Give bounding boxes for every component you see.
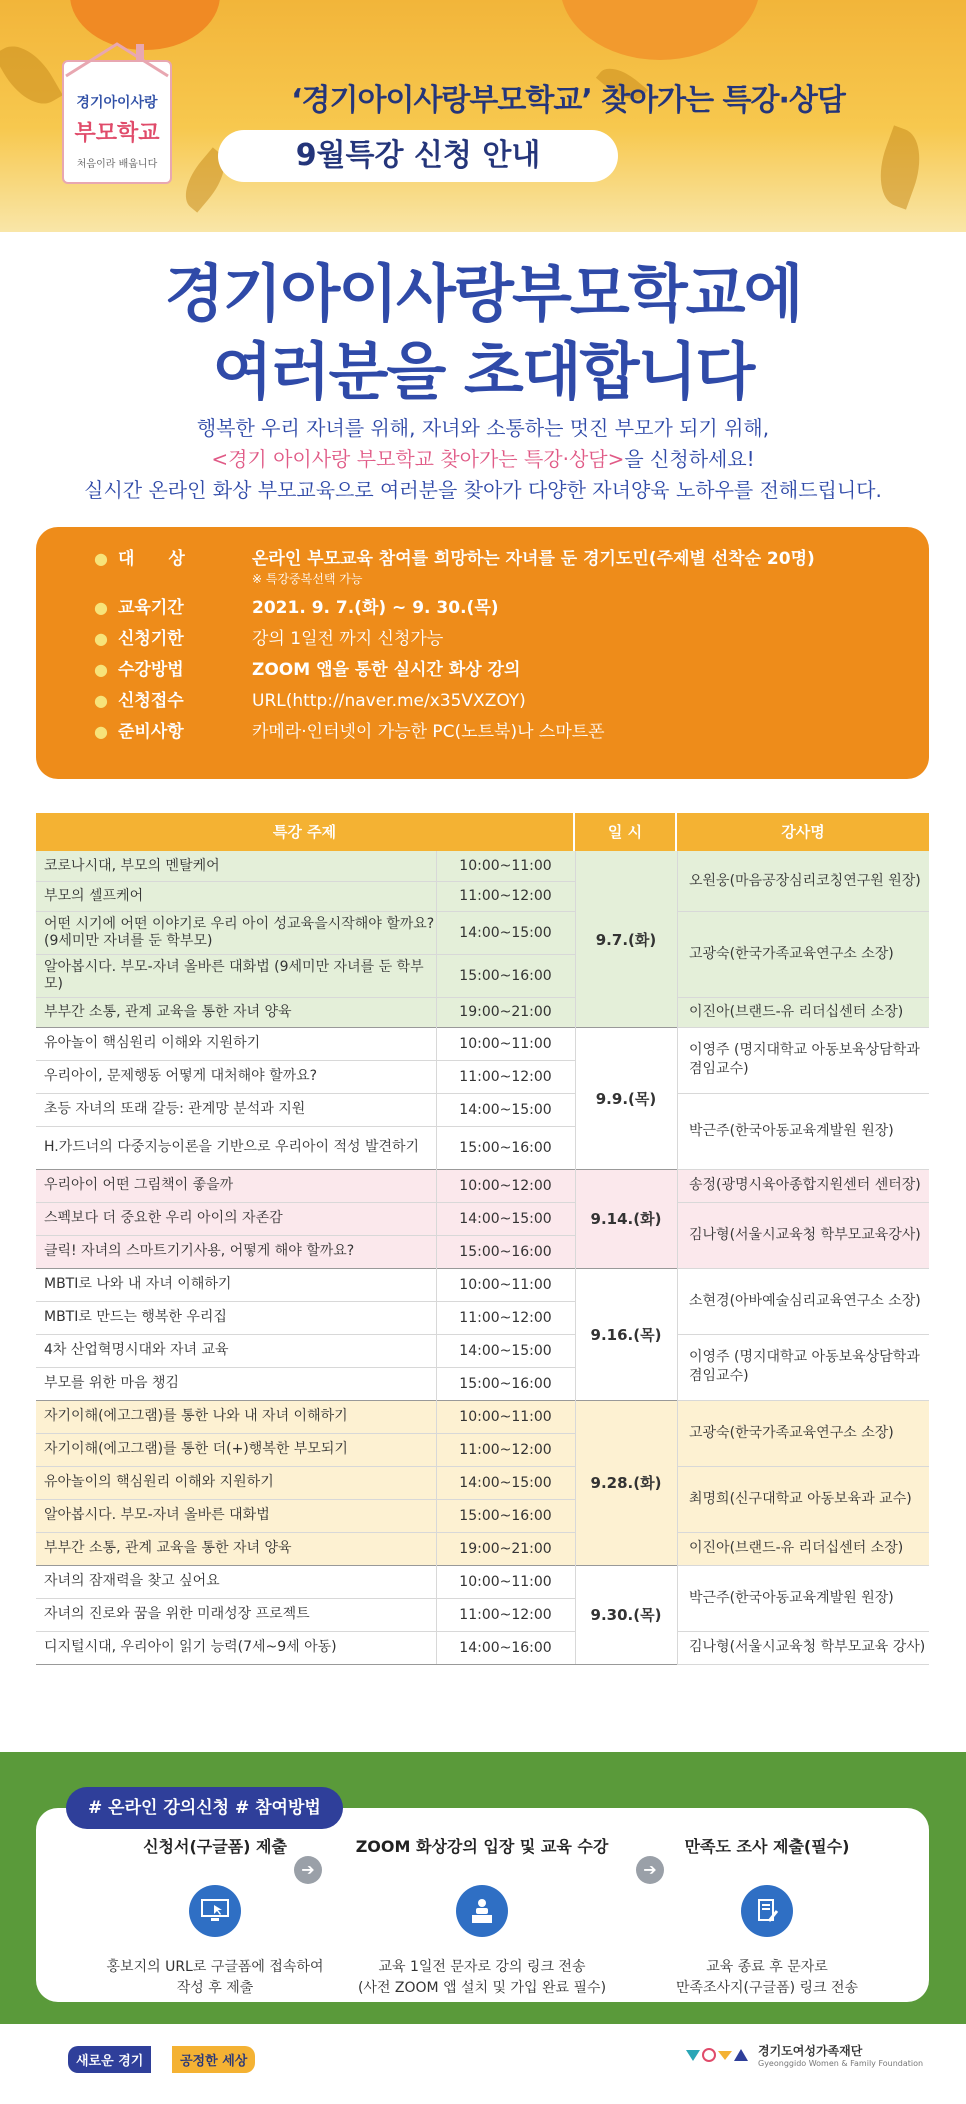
step-survey [636,1834,898,1999]
topic-cell: 부부간 소통, 관계 교육을 통한 자녀 양육 [44,1540,292,1556]
foundation-name: 경기도여성가족재단 [758,2044,863,2058]
info-row [94,596,929,627]
invitation-headline [0,255,966,411]
topic-cell: 클릭! 자녀의 스마트기기사용, 어떻게 해야 할까요? [44,1243,355,1259]
bullet-icon: ● [94,549,108,568]
lecturer-cell: 송정(광명시육아종합지원센터 센터장) [689,1177,921,1193]
lecturer-podium-icon [456,1885,508,1937]
bullet-icon: ● [94,691,108,710]
step-desc: (사전 ZOOM 앱 설치 및 가입 완료 필수) [357,1980,607,1996]
leaf-decor-icon [868,125,931,209]
participation-tag: # 온라인 강의신청 # 참여방법 [66,1787,343,1829]
lecturer-cell: 이진아(브랜드-유 리더십센터 소장) [689,1540,904,1556]
slogan-badge: 새로운 경기 [68,2046,151,2073]
monitor-cursor-icon [189,1885,241,1937]
step-desc: 교육 종료 후 문자로 [706,1959,828,1975]
time-cell: 10:00~12:00 [459,1177,552,1194]
slogan-badge: 공정한 세상 [172,2046,255,2073]
info-value: ZOOM 앱을 통한 실시간 화상 강의 [252,660,521,680]
time-cell: 10:00~11:00 [459,858,552,874]
info-label: 대 상 [118,549,185,569]
intro-text [0,413,966,506]
step-title: ZOOM 화상강의 입장 및 교육 수강 [355,1837,609,1856]
date-cell: 9.28.(화) [590,1474,662,1492]
intro-line-rest: 을 신청하세요! [624,447,755,471]
topic-cell: 자녀의 잠재력을 찾고 싶어요 [44,1573,220,1589]
info-label: 수강방법 [118,660,184,680]
headline-line: 경기아이사랑부모학교에 [164,257,802,330]
date-cell: 9.14.(화) [590,1210,662,1228]
intro-line: 행복한 우리 자녀를 위해, 자녀와 소통하는 멋진 부모가 되기 위해, [196,416,770,440]
intro-line: 실시간 온라인 화상 부모교육으로 여러분을 찾아가 다양한 자녀양육 노하우를 전해드립니다. [84,478,882,502]
time-cell: 15:00~16:00 [459,1375,552,1392]
time-cell: 10:00~11:00 [459,1573,552,1590]
info-label: 준비사항 [118,722,184,742]
info-label: 신청접수 [118,691,184,711]
topic-cell: MBTI로 나와 내 자녀 이해하기 [44,1276,232,1292]
logo-text: 부모학교 [74,121,160,146]
bullet-icon: ● [94,660,108,679]
info-value: 강의 1일전 까지 신청가능 [252,629,444,649]
logo-text: 경기아이사랑 [76,95,158,111]
document-pen-icon [741,1885,793,1937]
time-cell: 14:00~15:00 [459,1101,552,1118]
time-cell: 10:00~11:00 [459,1035,552,1052]
step-title: 신청서(구글폼) 제출 [143,1837,287,1856]
topic-cell: H.가드너의 다중지능이론을 기반으로 우리아이 적성 발견하기 [44,1139,420,1155]
registration-url[interactable]: URL(http://naver.me/x35VXZOY) [252,691,526,711]
step-title: 만족도 조사 제출(필수) [684,1837,850,1856]
time-cell: 11:00~12:00 [459,1441,552,1458]
topic-cell: 어떤 시기에 어떤 이야기로 우리 아이 성교육을시작해야 할까요? (9세미만 자녀를 둔 학부모) [44,915,435,949]
step-desc: 홍보지의 URL로 구글폼에 접속하여 [106,1959,324,1975]
lecturer-cell: 최명희(신구대학교 아동보육과 교수) [689,1490,912,1507]
step-attend [351,1834,613,1999]
lecturer-cell: 이영주 (명지대학교 아동보육상담학과겸임교수) [689,1042,920,1077]
table-header-date: 일 시 [575,813,675,851]
lecturer-cell: 고광숙(한국가족교육연구소 소장) [689,945,894,962]
house-roof-icon [62,38,172,82]
bullet-icon: ● [94,629,108,648]
topic-cell: 자녀의 진로와 꿈을 위한 미래성장 프로젝트 [44,1606,310,1622]
topic-cell: 알아봅시다. 부모-자녀 올바른 대화법 [44,1507,270,1523]
date-cell: 9.30.(목) [590,1606,662,1624]
lecturer-cell: 소현경(아바예술심리교육연구소 소장) [689,1292,921,1309]
bullet-icon: ● [94,722,108,741]
time-cell: 11:00~12:00 [459,1309,552,1326]
foundation-logo [686,2042,923,2068]
column-divider [436,851,437,1664]
lecturer-cell: 박근주(한국아동교육계발원 원장) [689,1589,894,1606]
step-desc: 만족조사지(구글폼) 링크 전송 [675,1980,859,1996]
step-desc: 작성 후 제출 [176,1980,254,1996]
foundation-name-en: Gyeonggido Women & Family Foundation [758,2059,924,2068]
time-cell: 14:00~15:00 [459,1342,552,1359]
arrow-right-icon: ➔ [636,1856,664,1884]
topic-cell: 유아놀이 핵심원리 이해와 지원하기 [44,1035,261,1051]
time-cell: 10:00~11:00 [459,1408,552,1425]
info-row [94,689,929,720]
headline-line: 여러분을 초대합니다 [212,335,754,408]
header-title: ‘경기아이사랑부모학교’ 찾아가는 특강·상담 [291,83,845,118]
topic-cell: 초등 자녀의 또래 갈등: 관계망 분석과 지원 [44,1101,306,1117]
lecturer-cell: 이영주 (명지대학교 아동보육상담학과 겸임교수) [689,1349,920,1384]
triangle-icon [686,2048,700,2062]
info-row [94,627,929,658]
topic-cell: MBTI로 만드는 행복한 우리집 [44,1309,227,1325]
leaf-decor-icon [0,35,63,116]
time-cell: 14:00~15:00 [459,1210,552,1227]
topic-cell: 자기이해(에고그램)를 통한 더(+)행복한 부모되기 [44,1441,348,1457]
time-cell: 11:00~12:00 [459,888,552,904]
topic-cell: 부부간 소통, 관계 교육을 통한 자녀 양육 [44,1003,292,1020]
bullet-icon: ● [94,598,108,617]
column-divider [677,851,678,1664]
info-value: 2021. 9. 7.(화) ~ 9. 30.(목) [252,598,499,618]
topic-cell: 자기이해(에고그램)를 통한 나와 내 자녀 이해하기 [44,1408,348,1424]
time-cell: 15:00~16:00 [459,1243,552,1260]
header-subtitle: 9월특강 신청 안내 [218,130,618,182]
info-label: 교육기간 [118,598,184,618]
time-cell: 14:00~15:00 [459,924,552,941]
steps-box [36,1808,929,2002]
triangle-up-icon [734,2048,748,2062]
date-cell: 9.7.(화) [595,930,657,949]
decor-orange-circle [560,0,760,60]
topic-cell: 유아놀이의 핵심원리 이해와 지원하기 [44,1474,274,1490]
time-cell: 11:00~12:00 [459,1606,552,1623]
circle-icon [702,2048,716,2062]
arrow-right-icon: ➔ [294,1856,322,1884]
column-divider [575,851,576,1664]
topic-cell: 알아봅시다. 부모-자녀 올바른 대화법 (9세미만 자녀를 둔 학부모) [44,958,424,992]
time-cell: 11:00~12:00 [459,1068,552,1085]
time-cell: 15:00~16:00 [459,1507,552,1524]
intro-line [0,444,966,475]
program-name: <경기 아이사랑 부모학교 찾아가는 특강·상담> [211,447,625,471]
table-header-topic: 특강 주제 [36,813,573,851]
time-cell: 15:00~16:00 [459,1139,552,1156]
lecturer-cell: 김나형(서울시교육청 학부모교육 강사) [689,1639,926,1655]
lecturer-cell: 박근주(한국아동교육계발원 원장) [689,1122,894,1139]
schedule-table [36,813,929,1664]
info-row [94,720,929,751]
lecturer-cell: 김나형(서울시교육청 학부모교육강사) [689,1226,921,1243]
topic-cell: 코로나시대, 부모의 멘탈케어 [44,857,220,874]
topic-cell: 4차 산업혁명시대와 자녀 교육 [44,1342,229,1358]
lecturer-divider [677,1664,929,1665]
info-value: 카메라·인터넷이 가능한 PC(노트북)나 스마트폰 [252,722,605,742]
topic-cell: 스펙보다 더 중요한 우리 아이의 자존감 [44,1210,283,1226]
step-desc: 교육 1일전 문자로 강의 링크 전송 [378,1959,586,1975]
topic-cell: 우리아이 어떤 그림책이 좋을까 [44,1177,234,1193]
logo-tagline: 처음이라 배웁니다 [76,159,158,170]
time-cell: 15:00~16:00 [459,967,552,984]
lecturer-cell: 오원웅(마음공장심리코칭연구원 원장) [689,872,921,889]
school-logo [62,60,172,184]
time-cell: 14:00~16:00 [459,1639,552,1656]
lecturer-cell: 이진아(브랜드-유 리더십센터 소장) [689,1003,904,1020]
header-banner [0,0,966,232]
lecturer-cell: 고광숙(한국가족교육연구소 소장) [689,1424,894,1441]
topic-cell: 부모의 셀프케어 [44,887,144,904]
info-row [94,658,929,689]
time-cell: 14:00~15:00 [459,1474,552,1491]
topic-cell: 디지털시대, 우리아이 읽기 능력(7세~9세 아동) [44,1639,337,1655]
date-cell: 9.9.(목) [595,1089,657,1108]
info-value: 온라인 부모교육 참여를 희망하는 자녀를 둔 경기도민(주제별 선착순 20명) [252,549,815,569]
time-cell: 19:00~21:00 [459,1540,552,1557]
date-cell: 9.16.(목) [590,1325,662,1344]
topic-cell: 부모를 위한 마음 챙김 [44,1375,180,1391]
info-box [36,527,929,779]
arrow-down-icon [718,2048,732,2062]
time-cell: 19:00~21:00 [459,1004,552,1020]
info-note: ※ 특강중복선택 가능 [252,572,363,586]
info-label: 신청기한 [118,629,184,649]
table-header-lecturer: 강사명 [677,813,929,851]
topic-cell: 우리아이, 문제행동 어떻게 대처해야 할까요? [44,1068,318,1084]
time-cell: 10:00~11:00 [459,1276,552,1293]
